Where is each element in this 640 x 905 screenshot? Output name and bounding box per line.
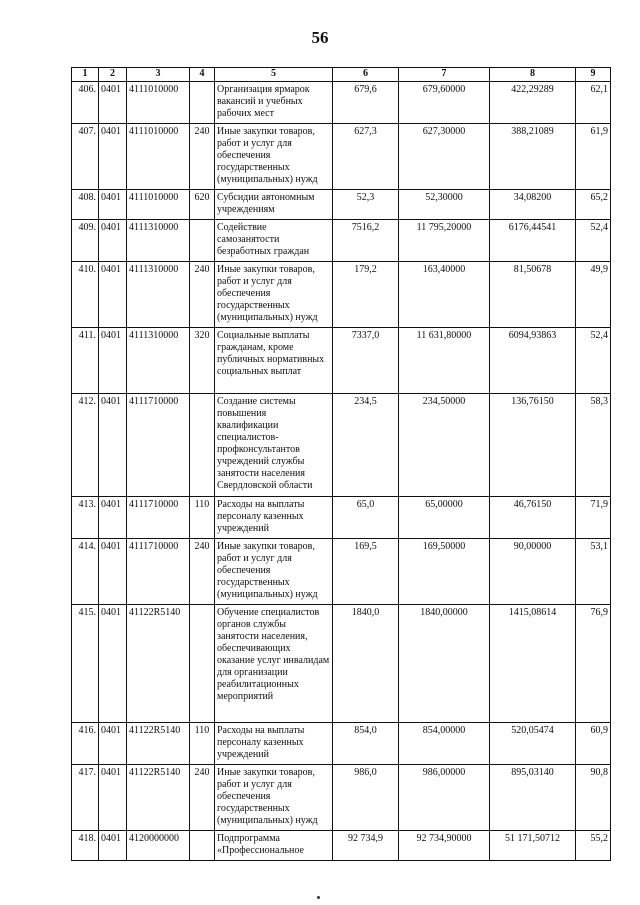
- target-article-cell: 4111010000: [127, 82, 190, 124]
- section-code-cell: 0401: [99, 328, 127, 394]
- row-number-cell: 416.: [72, 723, 99, 765]
- planned-amount-cell: 986,0: [333, 765, 399, 831]
- target-article-cell: 4111310000: [127, 262, 190, 328]
- section-code-cell: 0401: [99, 605, 127, 723]
- header-cell-6: 6: [333, 68, 399, 82]
- expense-type-cell: 110: [190, 497, 215, 539]
- expense-name-cell: Создание системы повышения квалификации специалистов-профконсультантов учреждений службы занятости населения Свердловской области: [215, 394, 333, 497]
- execution-percent-cell: 55,2: [576, 831, 611, 861]
- target-article-cell: 4111010000: [127, 190, 190, 220]
- approved-amount-cell: 11 631,80000: [399, 328, 490, 394]
- planned-amount-cell: 7337,0: [333, 328, 399, 394]
- section-code-cell: 0401: [99, 723, 127, 765]
- expense-name-cell: Содействие самозанятости безработных граждан: [215, 220, 333, 262]
- execution-percent-cell: 90,8: [576, 765, 611, 831]
- planned-amount-cell: 65,0: [333, 497, 399, 539]
- execution-percent-cell: 71,9: [576, 497, 611, 539]
- expense-type-cell: 240: [190, 124, 215, 190]
- execution-percent-cell: 62,1: [576, 82, 611, 124]
- table-row: [72, 723, 611, 765]
- table-row: [72, 124, 611, 190]
- table-row: [72, 328, 611, 394]
- executed-amount-cell: 895,03140: [490, 765, 576, 831]
- approved-amount-cell: 65,00000: [399, 497, 490, 539]
- executed-amount-cell: 90,00000: [490, 539, 576, 605]
- planned-amount-cell: 627,3: [333, 124, 399, 190]
- section-code-cell: 0401: [99, 497, 127, 539]
- executed-amount-cell: 51 171,50712: [490, 831, 576, 861]
- executed-amount-cell: 34,08200: [490, 190, 576, 220]
- planned-amount-cell: 234,5: [333, 394, 399, 497]
- row-number-cell: 415.: [72, 605, 99, 723]
- row-number-cell: 412.: [72, 394, 99, 497]
- expense-name-cell: Расходы на выплаты персоналу казенных учреждений: [215, 497, 333, 539]
- row-number-cell: 410.: [72, 262, 99, 328]
- planned-amount-cell: 92 734,9: [333, 831, 399, 861]
- row-number-cell: 408.: [72, 190, 99, 220]
- planned-amount-cell: 7516,2: [333, 220, 399, 262]
- executed-amount-cell: 520,05474: [490, 723, 576, 765]
- expense-type-cell: 110: [190, 723, 215, 765]
- table-row: [72, 497, 611, 539]
- target-article-cell: 4120000000: [127, 831, 190, 861]
- expense-name-cell: Социальные выплаты гражданам, кроме публичных нормативных социальных выплат: [215, 328, 333, 394]
- expense-name-cell: Подпрограмма «Профессиональное: [215, 831, 333, 861]
- section-code-cell: 0401: [99, 190, 127, 220]
- planned-amount-cell: 179,2: [333, 262, 399, 328]
- expense-name-cell: Обучение специалистов органов службы занятости населения, обеспечивающих оказание услуг инвалидам для организации реабилитационных мероприятий: [215, 605, 333, 723]
- executed-amount-cell: 6094,93863: [490, 328, 576, 394]
- expense-name-cell: Расходы на выплаты персоналу казенных учреждений: [215, 723, 333, 765]
- table-body: [72, 82, 611, 861]
- page-number: 56: [311, 28, 329, 47]
- section-code-cell: 0401: [99, 831, 127, 861]
- target-article-cell: 41122R5140: [127, 723, 190, 765]
- section-code-cell: 0401: [99, 220, 127, 262]
- planned-amount-cell: 1840,0: [333, 605, 399, 723]
- expense-name-cell: Иные закупки товаров, работ и услуг для обеспечения государственных (муниципальных) нужд: [215, 539, 333, 605]
- table-row: [72, 831, 611, 861]
- table-row: [72, 765, 611, 831]
- header-cell-1: 1: [72, 68, 99, 82]
- execution-percent-cell: 49,9: [576, 262, 611, 328]
- row-number-cell: 409.: [72, 220, 99, 262]
- expense-type-cell: [190, 394, 215, 497]
- expense-type-cell: [190, 831, 215, 861]
- expense-type-cell: [190, 82, 215, 124]
- planned-amount-cell: 169,5: [333, 539, 399, 605]
- section-code-cell: 0401: [99, 539, 127, 605]
- executed-amount-cell: 388,21089: [490, 124, 576, 190]
- section-code-cell: 0401: [99, 262, 127, 328]
- header-cell-3: 3: [127, 68, 190, 82]
- table-row: [72, 605, 611, 723]
- row-number-cell: 411.: [72, 328, 99, 394]
- expense-name-cell: Организация ярмарок вакансий и учебных рабочих мест: [215, 82, 333, 124]
- planned-amount-cell: 679,6: [333, 82, 399, 124]
- approved-amount-cell: 11 795,20000: [399, 220, 490, 262]
- approved-amount-cell: 234,50000: [399, 394, 490, 497]
- target-article-cell: 4111710000: [127, 394, 190, 497]
- executed-amount-cell: 136,76150: [490, 394, 576, 497]
- expense-type-cell: 240: [190, 539, 215, 605]
- section-code-cell: 0401: [99, 124, 127, 190]
- executed-amount-cell: 46,76150: [490, 497, 576, 539]
- target-article-cell: 4111310000: [127, 220, 190, 262]
- row-number-cell: 407.: [72, 124, 99, 190]
- table-row: [72, 394, 611, 497]
- target-article-cell: 4111010000: [127, 124, 190, 190]
- header-cell-7: 7: [399, 68, 490, 82]
- expense-type-cell: 320: [190, 328, 215, 394]
- row-number-cell: 413.: [72, 497, 99, 539]
- approved-amount-cell: 163,40000: [399, 262, 490, 328]
- budget-table: [71, 67, 611, 861]
- section-code-cell: 0401: [99, 394, 127, 497]
- approved-amount-cell: 627,30000: [399, 124, 490, 190]
- executed-amount-cell: 6176,44541: [490, 220, 576, 262]
- expense-type-cell: 240: [190, 765, 215, 831]
- header-cell-5: 5: [215, 68, 333, 82]
- header-cell-2: 2: [99, 68, 127, 82]
- row-number-cell: 418.: [72, 831, 99, 861]
- approved-amount-cell: 1840,00000: [399, 605, 490, 723]
- table-row: [72, 82, 611, 124]
- approved-amount-cell: 52,30000: [399, 190, 490, 220]
- section-code-cell: 0401: [99, 765, 127, 831]
- expense-name-cell: Иные закупки товаров, работ и услуг для обеспечения государственных (муниципальных) нужд: [215, 262, 333, 328]
- section-code-cell: 0401: [99, 82, 127, 124]
- execution-percent-cell: 60,9: [576, 723, 611, 765]
- table-row: [72, 539, 611, 605]
- expense-type-cell: 240: [190, 262, 215, 328]
- table-row: [72, 220, 611, 262]
- executed-amount-cell: 422,29289: [490, 82, 576, 124]
- header-cell-8: 8: [490, 68, 576, 82]
- expense-name-cell: Иные закупки товаров, работ и услуг для обеспечения государственных (муниципальных) нужд: [215, 765, 333, 831]
- target-article-cell: 4111310000: [127, 328, 190, 394]
- approved-amount-cell: 854,00000: [399, 723, 490, 765]
- execution-percent-cell: 52,4: [576, 328, 611, 394]
- executed-amount-cell: 81,50678: [490, 262, 576, 328]
- executed-amount-cell: 1415,08614: [490, 605, 576, 723]
- expense-type-cell: 620: [190, 190, 215, 220]
- target-article-cell: 4111710000: [127, 539, 190, 605]
- approved-amount-cell: 679,60000: [399, 82, 490, 124]
- row-number-cell: 414.: [72, 539, 99, 605]
- approved-amount-cell: 986,00000: [399, 765, 490, 831]
- target-article-cell: 41122R5140: [127, 605, 190, 723]
- execution-percent-cell: 65,2: [576, 190, 611, 220]
- header-cell-9: 9: [576, 68, 611, 82]
- execution-percent-cell: 52,4: [576, 220, 611, 262]
- execution-percent-cell: 61,9: [576, 124, 611, 190]
- execution-percent-cell: 53,1: [576, 539, 611, 605]
- table-row: [72, 190, 611, 220]
- table-header-row: [72, 68, 611, 82]
- row-number-cell: 406.: [72, 82, 99, 124]
- target-article-cell: 4111710000: [127, 497, 190, 539]
- expense-type-cell: [190, 220, 215, 262]
- table-row: [72, 262, 611, 328]
- expense-type-cell: [190, 605, 215, 723]
- planned-amount-cell: 854,0: [333, 723, 399, 765]
- planned-amount-cell: 52,3: [333, 190, 399, 220]
- target-article-cell: 41122R5140: [127, 765, 190, 831]
- execution-percent-cell: 76,9: [576, 605, 611, 723]
- execution-percent-cell: 58,3: [576, 394, 611, 497]
- approved-amount-cell: 169,50000: [399, 539, 490, 605]
- header-cell-4: 4: [190, 68, 215, 82]
- scan-mark: [317, 896, 320, 899]
- expense-name-cell: Субсидии автономным учреждениям: [215, 190, 333, 220]
- approved-amount-cell: 92 734,90000: [399, 831, 490, 861]
- expense-name-cell: Иные закупки товаров, работ и услуг для обеспечения государственных (муниципальных) нужд: [215, 124, 333, 190]
- row-number-cell: 417.: [72, 765, 99, 831]
